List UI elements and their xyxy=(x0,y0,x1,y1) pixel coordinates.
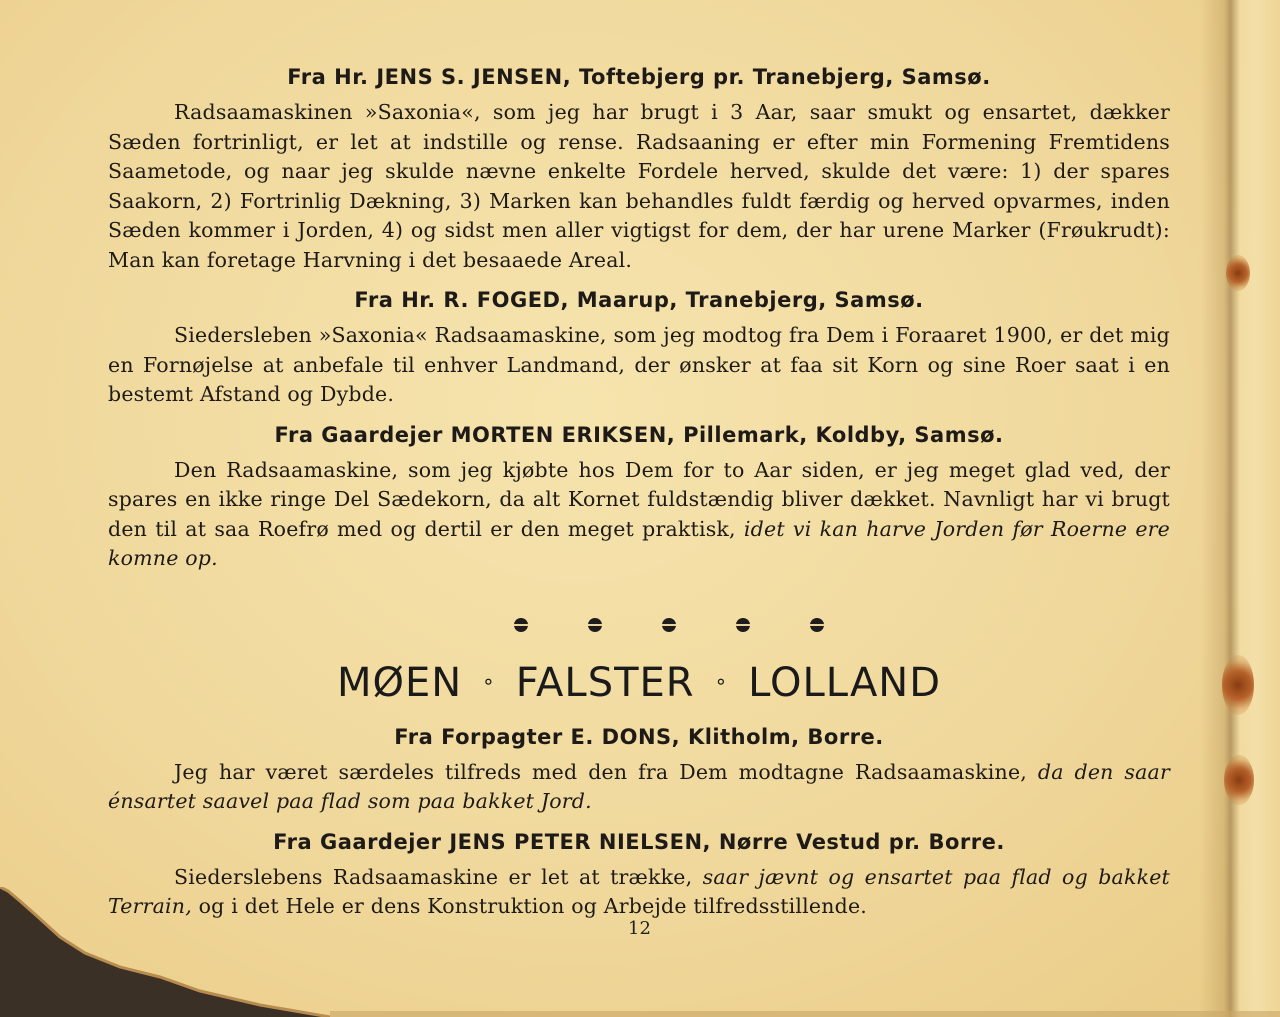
testimonial-text-tail: og i det Hele er dens Konstruktion og Arbejde tilfredsstillende. xyxy=(198,894,868,918)
testimonial-text-regular: Siederslebens Radsaamaskine er let at trække, xyxy=(174,864,693,889)
testimonial-text: Siedersleben »Saxonia« Radsaamaskine, som jeg modtog fra Dem i Foraaret 1900, er det mig en Fornøjelse at anbefale til enhver Landmand, der ønsker at faa sit Korn og sine Roer saat i en bestemt Afstand og Dybde. xyxy=(108,323,1170,406)
testimonial-text xyxy=(108,863,1170,922)
testimonial xyxy=(108,420,1170,574)
ornament-dot xyxy=(662,618,676,632)
ornament-divider xyxy=(108,618,1170,632)
rust-stain xyxy=(1222,655,1254,715)
testimonial xyxy=(108,827,1170,922)
region-part: LOLLAND xyxy=(748,659,942,706)
testimonial-text-italic: idet vi kan harve Jorden før Roerne ere komne op. xyxy=(108,516,1170,570)
book-spine xyxy=(1200,0,1280,1017)
testimonial-text-regular: Jeg har været særdeles tilfreds med den fra Dem modtagne Radsaamaskine, xyxy=(174,759,1027,784)
region-separator: ∘ xyxy=(714,668,729,693)
region-title xyxy=(108,658,1170,710)
testimonial-text xyxy=(108,456,1170,574)
testimonial xyxy=(108,285,1170,410)
testimonial-heading: Fra Forpagter E. DONS, Klitholm, Borre. xyxy=(394,724,884,749)
ornament-dot xyxy=(514,618,528,632)
rust-stain xyxy=(1226,255,1250,291)
testimonial-text-regular: Den Radsaamaskine, som jeg kjøbte hos Dem for to Aar siden, er jeg meget glad ved, der spares en ikke ringe Del Sædekorn, da alt Kornet fuldstændig bliver dækket. Navnligt har vi brugt den til at saa Roefrø med og dertil er den meget praktisk, xyxy=(108,457,1170,541)
testimonial xyxy=(108,62,1170,275)
testimonial-heading: Fra Gaardejer JENS PETER NIELSEN, Nørre Vestud pr. Borre. xyxy=(273,829,1005,854)
ornament-dot xyxy=(588,618,602,632)
testimonial-text-italic: saar jævnt og ensartet paa flad og bakket Terrain, xyxy=(108,864,1170,918)
testimonial-heading: Fra Gaardejer MORTEN ERIKSEN, Pillemark, Koldby, Samsø. xyxy=(274,422,1004,447)
text-column xyxy=(108,62,1170,932)
testimonial-text-italic: da den saar énsartet saavel paa flad som paa bakket Jord. xyxy=(108,759,1170,813)
rust-stain xyxy=(1224,755,1254,805)
testimonial-text xyxy=(108,758,1170,817)
testimonial-heading: Fra Hr. R. FOGED, Maarup, Tranebjerg, Samsø. xyxy=(354,288,924,312)
region-part: FALSTER xyxy=(515,659,695,706)
region-part: MØEN xyxy=(336,659,463,706)
ornament-dot xyxy=(810,618,824,632)
testimonial xyxy=(108,722,1170,817)
testimonial-heading: Fra Hr. JENS S. JENSEN, Toftebjerg pr. Tranebjerg, Samsø. xyxy=(287,65,991,89)
testimonial-text: Radsaamaskinen »Saxonia«, som jeg har brugt i 3 Aar, saar smukt og ensartet, dækker Sæden fortrinligt, er let at indstille og rense. Radsaaning er efter min Formening Fremtidens Saametode, og naar jeg skulde nævne enkelte Fordele herved, skulde det være: 1) der spares Saakorn, 2) Fortrinlig Dækning, 3) Marken kan behandles fuldt færdig og herved opvarmes, inden Sæden kommer i Jorden, 4) og sidst men aller vigtigst for dem, der har urene Marker (Frøukrudt): Man kan foretage Harvning i det besaaede Areal. xyxy=(108,100,1170,272)
page-number: 12 xyxy=(628,918,651,939)
region-separator: ∘ xyxy=(482,668,496,693)
ornament-dot xyxy=(736,618,750,632)
